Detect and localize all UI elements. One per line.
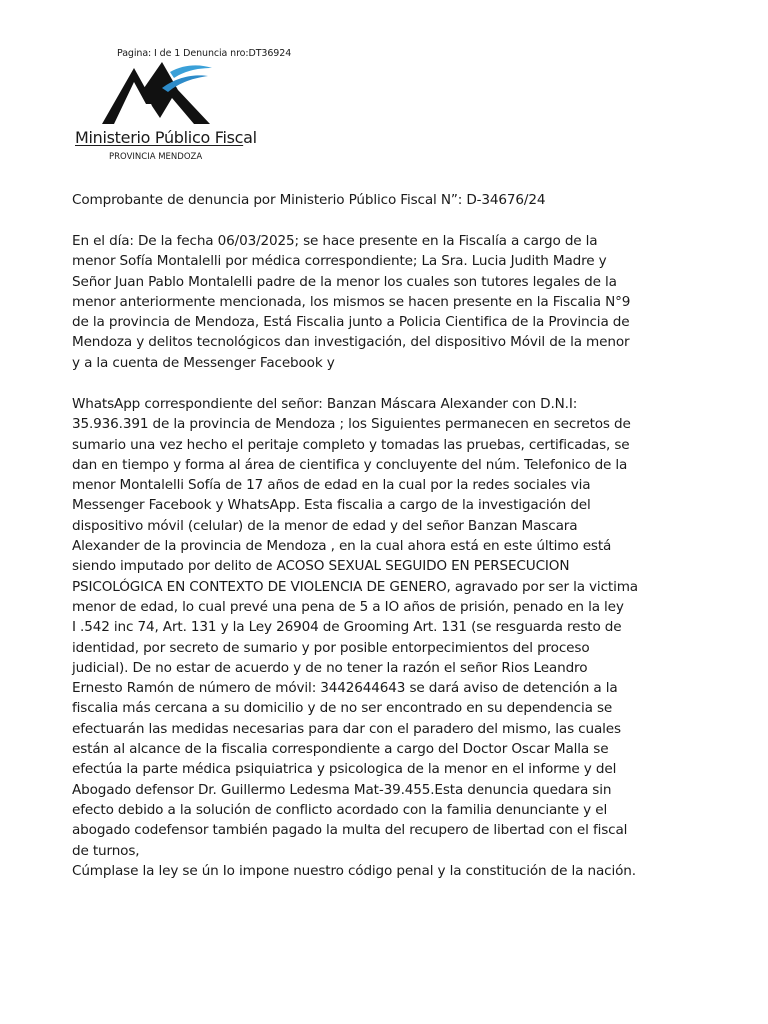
text-line: En el día: De la fecha 06/03/2025; se hace presente en la Fiscalía a cargo de la: [72, 233, 598, 249]
text-line: abogado codefensor también pagado la multa del recupero de libertad con el fiscal: [72, 822, 628, 839]
text-line: de la provincia de Mendoza, Está Fiscalia junto a Policia Cientifica de la Provincia de: [72, 314, 630, 331]
text-line: de turnos,: [72, 842, 140, 859]
text-line: sumario una vez hecho el peritaje completo y tomadas las pruebas, certificadas, se: [72, 436, 630, 453]
text-line: están al alcance de la fiscalia correspondiente a cargo del Doctor Oscar Malla se: [72, 741, 609, 758]
text-line: efecto debido a la solución de conflicto acordado con la familia denunciante y el: [72, 801, 608, 818]
text-line: Abogado defensor Dr. Guillermo Ledesma Mat-39.455.Esta denuncia quedara sin: [72, 781, 612, 798]
text-line: PSICOLÓGICA EN CONTEXTO DE VIOLENCIA DE GENERO, agravado por ser la victima: [72, 578, 638, 595]
text-line: efectúa la parte médica psiquiatrica y psicologica de la menor en el informe y del: [72, 761, 617, 778]
text-line: Messenger Facebook y WhatsApp. Esta fiscalia a cargo de la investigación del: [72, 497, 591, 514]
ministerio-publico-fiscal-logo: [100, 62, 216, 126]
paragraph-2: [72, 394, 638, 881]
text-line: Mendoza y delitos tecnológicos dan investigación, del dispositivo Móvil de la menor: [72, 334, 630, 351]
text-line: dan en tiempo y forma al área de cientifica y concluyente del núm. Telefonico de la: [72, 456, 628, 473]
paragraph-1: [72, 231, 631, 373]
logo-triangle-shape: [102, 68, 154, 124]
text-line: menor anteriormente mencionada, los mismos se hacen presente en la Fiscalia N°9: [72, 293, 631, 310]
text-line: efectuarán las medidas necesarias para dar con el paradero del mismo, las cuales: [72, 720, 621, 737]
text-line: I .542 inc 74, Art. 131 y la Ley 26904 de Grooming Art. 131 (se resguarda resto de: [72, 619, 622, 636]
text-line: menor de edad, lo cual prevé una pena de 5 a IO años de prisión, penado en la ley: [72, 598, 624, 615]
text-line: Ernesto Ramón de número de móvil: 3442644643 se dará aviso de detención a la: [72, 680, 618, 697]
organization-name-rest: al: [243, 128, 257, 147]
text-line: fiscalia más cercana a su domicilio y de no ser encontrado en su dependencia se: [72, 700, 613, 717]
text-line: identidad, por secreto de sumario y por posible entorpecimientos del proceso: [72, 639, 590, 656]
organization-subtitle: PROVINCIA MENDOZA: [109, 152, 203, 162]
text-line: dispositivo móvil (celular) de la menor de edad y del señor Banzan Mascara: [72, 517, 578, 534]
text-line: siendo imputado por delito de ACOSO SEXUAL SEGUIDO EN PERSECUCION: [72, 558, 570, 575]
text-line: Señor Juan Pablo Montalelli padre de la menor los cuales son tutores legales de la: [72, 273, 617, 290]
text-line: WhatsApp correspondiente del señor: Banzan Máscara Alexander con D.N.I:: [72, 396, 578, 412]
organization-name: [75, 128, 257, 147]
text-line: menor Sofía Montalelli por médica correspondiente; La Sra. Lucia Judith Madre y: [72, 253, 607, 270]
text-line: Alexander de la provincia de Mendoza , en la cual ahora está en este último está: [72, 538, 612, 555]
organization-name-underlined: Ministerio Público Fisc: [75, 128, 244, 147]
text-line: Cúmplase la ley se ún Io impone nuestro código penal y la constitución de la nación.: [72, 862, 636, 879]
page-info: Pagina: I de 1 Denuncia nro:DT36924: [117, 48, 292, 59]
text-line: judicial). De no estar de acuerdo y de no tener la razón el señor Rios Leandro: [72, 659, 588, 676]
document-title: Comprobante de denuncia por Ministerio Público Fiscal N”: D-34676/24: [72, 192, 546, 208]
text-line: 35.936.391 de la provincia de Mendoza ; los Siguientes permanecen en secretos de: [72, 416, 631, 433]
text-line: menor Montalelli Sofía de 17 años de edad en la cual por la redes sociales via: [72, 477, 591, 494]
text-line: y a la cuenta de Messenger Facebook y: [72, 354, 335, 371]
